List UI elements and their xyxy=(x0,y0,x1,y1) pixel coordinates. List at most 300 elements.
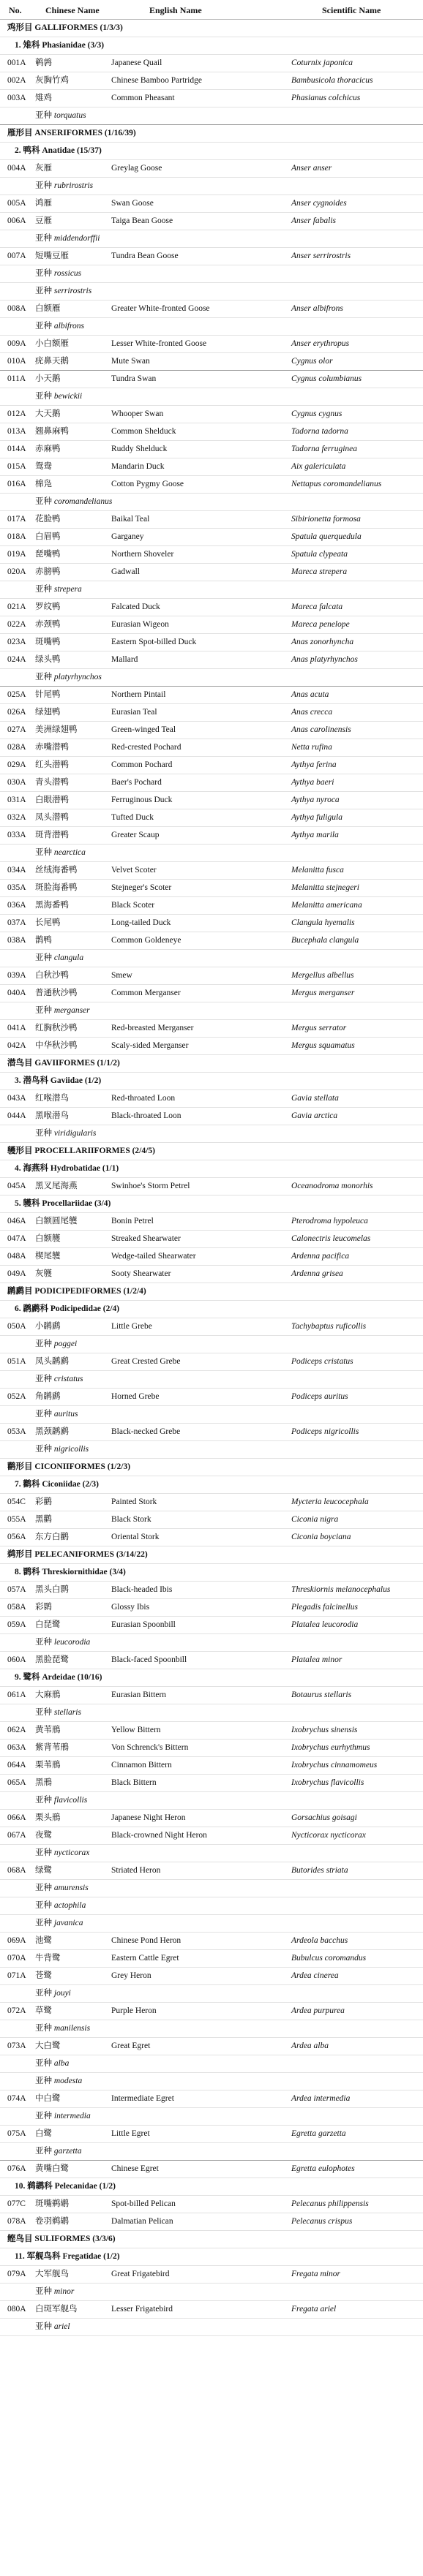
subspecies-label: 亚种 xyxy=(35,497,52,506)
family-heading-row xyxy=(0,2178,423,2196)
scientific-name: Spatula querquedula xyxy=(291,532,362,541)
subspecies-entry xyxy=(35,230,100,247)
english-name: Japanese Quail xyxy=(111,58,162,67)
species-number: 070A xyxy=(7,1954,26,1963)
english-name: Black-necked Grebe xyxy=(111,1427,181,1436)
species-row xyxy=(0,634,423,651)
species-row xyxy=(0,1529,423,1546)
subspecies-name: garzetta xyxy=(53,2147,82,2156)
species-row xyxy=(0,1810,423,1827)
scientific-name: Botaurus stellaris xyxy=(291,1691,352,1699)
scientific-name: Ixobrychus cinnamomeus xyxy=(291,1761,378,1769)
species-number: 007A xyxy=(7,252,26,260)
species-row xyxy=(0,1318,423,1336)
order-heading: 潜鸟目 GAVIIFORMES (1/1/2) xyxy=(7,1059,120,1068)
subspecies-label: 亚种 xyxy=(35,1848,52,1857)
species-row xyxy=(0,967,423,985)
species-row xyxy=(0,213,423,230)
scientific-name: Mareca penelope xyxy=(291,620,350,629)
scientific-name: Aythya ferina xyxy=(291,760,337,769)
chinese-name: 栗苇鳽 xyxy=(35,1761,61,1769)
species-number: 063A xyxy=(7,1743,26,1752)
chinese-name: 斑脸海番鸭 xyxy=(35,883,78,892)
subspecies-row xyxy=(0,1125,423,1143)
scientific-name: Nycticorax nycticorax xyxy=(291,1831,366,1840)
chinese-name: 小䴙䴘 xyxy=(35,1322,61,1331)
species-row xyxy=(0,1775,423,1792)
english-name: Painted Stork xyxy=(111,1497,157,1506)
species-number: 032A xyxy=(7,813,26,822)
order-heading-row xyxy=(0,125,423,143)
species-row xyxy=(0,985,423,1002)
english-name: Smew xyxy=(111,971,132,980)
subspecies-label: 亚种 xyxy=(35,848,52,857)
species-number: 051A xyxy=(7,1357,26,1366)
scientific-name: Bambusicola thoracicus xyxy=(291,76,373,85)
species-number: 039A xyxy=(7,971,26,980)
species-number: 009A xyxy=(7,339,26,348)
scientific-name: Podiceps nigricollis xyxy=(291,1427,359,1436)
subspecies-entry xyxy=(35,1915,83,1932)
species-number: 072A xyxy=(7,2006,26,2015)
chinese-name: 棉凫 xyxy=(35,480,52,488)
species-number: 054C xyxy=(7,1497,26,1506)
scientific-name: Aythya nyroca xyxy=(291,796,340,804)
chinese-name: 斑背潜鸭 xyxy=(35,831,69,839)
english-name: Red-crested Pochard xyxy=(111,743,181,752)
family-heading-row xyxy=(0,1669,423,1687)
family-heading-row xyxy=(0,1160,423,1178)
family-heading: 2. 鸭科 Anatidae (15/37) xyxy=(15,146,102,155)
subspecies-name: middendorffii xyxy=(53,234,100,243)
species-row xyxy=(0,1599,423,1617)
chinese-name: 疣鼻天鹅 xyxy=(35,357,69,366)
subspecies-entry xyxy=(35,107,86,124)
species-row xyxy=(0,1020,423,1038)
english-name: Lesser White-fronted Goose xyxy=(111,339,207,348)
chinese-name: 黑鹳 xyxy=(35,1515,52,1524)
subspecies-entry xyxy=(35,950,83,967)
subspecies-entry xyxy=(35,2108,91,2125)
species-number: 041A xyxy=(7,1024,26,1032)
subspecies-row xyxy=(0,845,423,862)
subspecies-row xyxy=(0,178,423,195)
chinese-name: 白眉鸭 xyxy=(35,532,61,541)
species-number: 001A xyxy=(7,58,26,67)
english-name: Baikal Teal xyxy=(111,515,150,524)
species-number: 011A xyxy=(7,374,26,383)
chinese-name: 白眼潜鸭 xyxy=(35,796,69,804)
scientific-name: Ixobrychus sinensis xyxy=(291,1726,358,1734)
chinese-name: 大军舰鸟 xyxy=(35,2270,69,2278)
english-name: Great Crested Grebe xyxy=(111,1357,181,1366)
species-number: 008A xyxy=(7,304,26,313)
scientific-name: Mycteria leucocephala xyxy=(291,1497,369,1506)
subspecies-label: 亚种 xyxy=(35,2059,52,2068)
species-row xyxy=(0,651,423,669)
english-name: Chinese Pond Heron xyxy=(111,1936,181,1945)
english-name: Mandarin Duck xyxy=(111,462,165,471)
species-row xyxy=(0,827,423,845)
order-heading-row xyxy=(0,1055,423,1073)
scientific-name: Ardeola bacchus xyxy=(291,1936,348,1945)
subspecies-name: strepera xyxy=(53,585,82,594)
subspecies-row xyxy=(0,1845,423,1862)
species-row xyxy=(0,476,423,494)
species-row xyxy=(0,90,423,107)
subspecies-entry xyxy=(35,178,93,194)
scientific-name: Gavia stellata xyxy=(291,1094,339,1103)
chinese-name: 白额鹱 xyxy=(35,1234,61,1243)
english-name: Von Schrenck's Bittern xyxy=(111,1743,189,1752)
english-name: Glossy Ibis xyxy=(111,1603,150,1612)
chinese-name: 草鹭 xyxy=(35,2006,52,2015)
species-row xyxy=(0,1494,423,1511)
species-row xyxy=(0,1862,423,1880)
scientific-name: Anser serrirostris xyxy=(291,252,351,260)
subspecies-label: 亚种 xyxy=(35,1638,52,1647)
species-row xyxy=(0,458,423,476)
family-heading-row xyxy=(0,1073,423,1090)
scientific-name: Sibirionetta formosa xyxy=(291,515,361,524)
subspecies-name: manilensis xyxy=(53,2024,91,2033)
english-name: Gadwall xyxy=(111,567,140,576)
english-name: Little Grebe xyxy=(111,1322,152,1331)
subspecies-label: 亚种 xyxy=(35,1129,52,1138)
species-row xyxy=(0,1266,423,1283)
species-number: 020A xyxy=(7,567,26,576)
subspecies-name: serrirostris xyxy=(53,287,92,295)
species-row xyxy=(0,1617,423,1634)
subspecies-entry xyxy=(35,1704,81,1721)
species-row xyxy=(0,599,423,616)
chinese-name: 鹌鹑 xyxy=(35,58,52,67)
species-row xyxy=(0,1389,423,1406)
species-row xyxy=(0,564,423,581)
subspecies-label: 亚种 xyxy=(35,1006,52,1015)
scientific-name: Ardenna grisea xyxy=(291,1269,343,1278)
english-name: Northern Pintail xyxy=(111,690,166,699)
chinese-name: 卷羽鹈鹕 xyxy=(35,2217,69,2226)
species-row xyxy=(0,1231,423,1248)
subspecies-name: clangula xyxy=(53,953,84,962)
species-row xyxy=(0,1090,423,1108)
family-heading: 1. 雉科 Phasianidae (3/3) xyxy=(15,41,105,50)
species-row xyxy=(0,722,423,739)
scientific-name: Gavia arctica xyxy=(291,1111,338,1120)
subspecies-entry xyxy=(35,494,112,510)
species-row xyxy=(0,1687,423,1704)
species-row xyxy=(0,1757,423,1775)
species-row xyxy=(0,687,423,704)
species-number: 030A xyxy=(7,778,26,787)
species-number: 012A xyxy=(7,409,26,418)
family-heading: 7. 鹳科 Ciconiidae (2/3) xyxy=(15,1480,99,1489)
species-row xyxy=(0,1722,423,1740)
species-row xyxy=(0,546,423,564)
chinese-name: 琵嘴鸭 xyxy=(35,550,61,559)
subspecies-label: 亚种 xyxy=(35,673,52,681)
chinese-name: 翘鼻麻鸭 xyxy=(35,427,69,436)
species-number: 073A xyxy=(7,2041,26,2050)
subspecies-name: nycticorax xyxy=(53,1848,90,1857)
species-number: 059A xyxy=(7,1620,26,1629)
subspecies-row xyxy=(0,230,423,248)
scientific-name: Fregata ariel xyxy=(291,2305,337,2314)
species-number: 005A xyxy=(7,199,26,208)
species-number: 018A xyxy=(7,532,26,541)
chinese-name: 黄嘴白鹭 xyxy=(35,2164,69,2173)
species-number: 064A xyxy=(7,1761,26,1769)
species-number: 077C xyxy=(7,2199,26,2208)
subspecies-row xyxy=(0,107,423,125)
english-name: Eastern Cattle Egret xyxy=(111,1954,179,1963)
species-number: 004A xyxy=(7,164,26,173)
species-number: 010A xyxy=(7,357,26,366)
english-name: Common Goldeneye xyxy=(111,936,181,945)
chinese-name: 绿鹭 xyxy=(35,1866,52,1875)
subspecies-label: 亚种 xyxy=(35,2077,52,2085)
english-name: Ruddy Shelduck xyxy=(111,445,168,453)
species-number: 035A xyxy=(7,883,26,892)
species-number: 013A xyxy=(7,427,26,436)
chinese-name: 苍鹭 xyxy=(35,1971,52,1980)
english-name: Yellow Bittern xyxy=(111,1726,161,1734)
chinese-name: 黑叉尾海燕 xyxy=(35,1182,78,1190)
scientific-name: Calonectris leucomelas xyxy=(291,1234,371,1243)
family-heading: 11. 军舰鸟科 Fregatidae (1/2) xyxy=(15,2252,120,2261)
species-row xyxy=(0,248,423,265)
english-name: Great Egret xyxy=(111,2041,151,2050)
species-number: 071A xyxy=(7,1971,26,1980)
chinese-name: 黄苇鳽 xyxy=(35,1726,61,1734)
chinese-name: 大天鹅 xyxy=(35,409,61,418)
scientific-name: Cygnus olor xyxy=(291,357,333,366)
species-row xyxy=(0,2038,423,2055)
species-row xyxy=(0,529,423,546)
scientific-name: Anser fabalis xyxy=(291,216,337,225)
chinese-name: 大麻鳽 xyxy=(35,1691,61,1699)
species-number: 062A xyxy=(7,1726,26,1734)
english-name: Northern Shoveler xyxy=(111,550,174,559)
english-name: Eurasian Teal xyxy=(111,708,157,717)
species-number: 080A xyxy=(7,2305,26,2314)
family-heading: 4. 海燕科 Hydrobatidae (1/1) xyxy=(15,1164,119,1173)
scientific-name: Plegadis falcinellus xyxy=(291,1603,359,1612)
english-name: Taiga Bean Goose xyxy=(111,216,173,225)
english-name: Eurasian Wigeon xyxy=(111,620,169,629)
species-row xyxy=(0,2301,423,2319)
species-row xyxy=(0,915,423,932)
chinese-name: 栗头鳽 xyxy=(35,1813,61,1822)
subspecies-label: 亚种 xyxy=(35,392,52,401)
subspecies-entry xyxy=(35,581,82,598)
order-heading: 䴙䴘目 PODICIPEDIFORMES (1/2/4) xyxy=(7,1287,146,1296)
species-number: 019A xyxy=(7,550,26,559)
subspecies-row xyxy=(0,1897,423,1915)
subspecies-label: 亚种 xyxy=(35,1340,52,1348)
scientific-name: Mergus serrator xyxy=(291,1024,347,1032)
species-number: 066A xyxy=(7,1813,26,1822)
species-number: 036A xyxy=(7,901,26,910)
chinese-name: 凤头䴙䴘 xyxy=(35,1357,69,1366)
subspecies-name: rubrirostris xyxy=(53,181,94,190)
subspecies-label: 亚种 xyxy=(35,2112,52,2120)
english-name: Black Stork xyxy=(111,1515,151,1524)
subspecies-name: rossicus xyxy=(53,269,82,278)
english-name: Velvet Scoter xyxy=(111,866,157,875)
scientific-name: Anas acuta xyxy=(291,690,329,699)
chinese-name: 彩鹮 xyxy=(35,1603,52,1612)
subspecies-entry xyxy=(35,1845,89,1862)
subspecies-row xyxy=(0,318,423,336)
species-row xyxy=(0,301,423,318)
chinese-name: 黑头白鹮 xyxy=(35,1585,69,1594)
species-number: 023A xyxy=(7,638,26,646)
species-number: 079A xyxy=(7,2270,26,2278)
english-name: Streaked Shearwater xyxy=(111,1234,181,1243)
order-heading-row xyxy=(0,1143,423,1160)
table-header xyxy=(0,0,423,20)
subspecies-label: 亚种 xyxy=(35,1919,52,1927)
species-row xyxy=(0,1213,423,1231)
species-row xyxy=(0,792,423,809)
species-number: 025A xyxy=(7,690,26,699)
chinese-name: 红头潜鸭 xyxy=(35,760,69,769)
species-number: 043A xyxy=(7,1094,26,1103)
species-row xyxy=(0,2266,423,2284)
scientific-name: Ardea cinerea xyxy=(291,1971,339,1980)
species-row xyxy=(0,616,423,634)
scientific-name: Ciconia nigra xyxy=(291,1515,339,1524)
chinese-name: 豆雁 xyxy=(35,216,52,225)
subspecies-label: 亚种 xyxy=(35,953,52,962)
chinese-name: 长尾鸭 xyxy=(35,918,61,927)
subspecies-entry xyxy=(35,2020,90,2037)
subspecies-label: 亚种 xyxy=(35,1989,52,1998)
english-name: Common Pochard xyxy=(111,760,173,769)
scientific-name: Aix galericulata xyxy=(291,462,346,471)
english-name: Cotton Pygmy Goose xyxy=(111,480,184,488)
species-row xyxy=(0,1511,423,1529)
english-name: Black-crowned Night Heron xyxy=(111,1831,207,1840)
species-row xyxy=(0,441,423,458)
species-row xyxy=(0,1950,423,1968)
english-name: Great Frigatebird xyxy=(111,2270,170,2278)
subspecies-label: 亚种 xyxy=(35,1375,52,1383)
english-name: Intermediate Egret xyxy=(111,2094,174,2103)
subspecies-label: 亚种 xyxy=(35,1445,52,1454)
species-number: 017A xyxy=(7,515,26,524)
subspecies-row xyxy=(0,950,423,967)
scientific-name: Mergus merganser xyxy=(291,989,355,997)
chinese-name: 罗纹鸭 xyxy=(35,603,61,611)
species-table-body xyxy=(0,20,423,2336)
scientific-name: Platalea minor xyxy=(291,1655,342,1664)
subspecies-label: 亚种 xyxy=(35,2024,52,2033)
scientific-name: Podiceps cristatus xyxy=(291,1357,353,1366)
scientific-name: Clangula hyemalis xyxy=(291,918,355,927)
subspecies-name: coromandelianus xyxy=(53,497,113,506)
subspecies-entry xyxy=(35,845,86,861)
subspecies-entry xyxy=(35,283,91,300)
scientific-name: Pterodroma hypoleuca xyxy=(291,1217,368,1225)
scientific-name: Ardea alba xyxy=(291,2041,329,2050)
species-row xyxy=(0,1178,423,1196)
english-name: Horned Grebe xyxy=(111,1392,160,1401)
species-number: 068A xyxy=(7,1866,26,1875)
scientific-name: Anas crecca xyxy=(291,708,333,717)
subspecies-entry xyxy=(35,2284,74,2300)
english-name: Scaly-sided Merganser xyxy=(111,1041,189,1050)
subspecies-label: 亚种 xyxy=(35,1884,52,1892)
species-number: 042A xyxy=(7,1041,26,1050)
chinese-name: 普通秋沙鸭 xyxy=(35,989,78,997)
subspecies-name: viridigularis xyxy=(53,1129,97,1138)
english-name: Common Pheasant xyxy=(111,94,175,102)
subspecies-row xyxy=(0,283,423,301)
species-number: 065A xyxy=(7,1778,26,1787)
order-heading-row xyxy=(0,1459,423,1476)
order-heading-row xyxy=(0,1283,423,1301)
subspecies-label: 亚种 xyxy=(35,234,52,243)
english-name: Stejneger's Scoter xyxy=(111,883,172,892)
scientific-name: Anser erythropus xyxy=(291,339,350,348)
subspecies-name: stellaris xyxy=(53,1708,81,1717)
scientific-name: Oceanodroma monorhis xyxy=(291,1182,373,1190)
subspecies-entry xyxy=(35,1792,87,1809)
chinese-name: 凤头潜鸭 xyxy=(35,813,69,822)
order-heading-row xyxy=(0,2231,423,2248)
subspecies-label: 亚种 xyxy=(35,181,52,190)
scientific-name: Platalea leucorodia xyxy=(291,1620,359,1629)
subspecies-row xyxy=(0,1406,423,1424)
order-heading: 鹳形目 CICONIIFORMES (1/2/3) xyxy=(7,1462,131,1471)
species-number: 045A xyxy=(7,1182,26,1190)
subspecies-label: 亚种 xyxy=(35,111,52,120)
subspecies-row xyxy=(0,265,423,283)
species-number: 003A xyxy=(7,94,26,102)
scientific-name: Anas zonorhyncha xyxy=(291,638,354,646)
scientific-name: Netta rufina xyxy=(291,743,332,752)
chinese-name: 红胸秋沙鸭 xyxy=(35,1024,78,1032)
english-name: Garganey xyxy=(111,532,144,541)
species-row xyxy=(0,897,423,915)
scientific-name: Bubulcus coromandus xyxy=(291,1954,367,1963)
scientific-name: Gorsachius goisagi xyxy=(291,1813,357,1822)
english-name: Sooty Shearwater xyxy=(111,1269,171,1278)
order-heading: 雁形目 ANSERIFORMES (1/16/39) xyxy=(7,129,136,137)
english-name: Tufted Duck xyxy=(111,813,154,822)
species-row xyxy=(0,880,423,897)
scientific-name: Fregata minor xyxy=(291,2270,340,2278)
scientific-name: Anser anser xyxy=(291,164,332,173)
english-name: Long-tailed Duck xyxy=(111,918,171,927)
scientific-name: Mergus squamatus xyxy=(291,1041,355,1050)
subspecies-name: torquatus xyxy=(53,111,86,120)
species-number: 031A xyxy=(7,796,26,804)
species-number: 016A xyxy=(7,480,26,488)
species-number: 067A xyxy=(7,1831,26,1840)
order-heading: 鹈形目 PELECANIFORMES (3/14/22) xyxy=(7,1550,148,1559)
scientific-name: Egretta garzetta xyxy=(291,2129,346,2138)
subspecies-entry xyxy=(35,1441,89,1458)
english-name: Dalmatian Pelican xyxy=(111,2217,173,2226)
species-number: 069A xyxy=(7,1936,26,1945)
chinese-name: 鸳鸯 xyxy=(35,462,52,471)
subspecies-entry xyxy=(35,1336,77,1353)
species-number: 061A xyxy=(7,1691,26,1699)
